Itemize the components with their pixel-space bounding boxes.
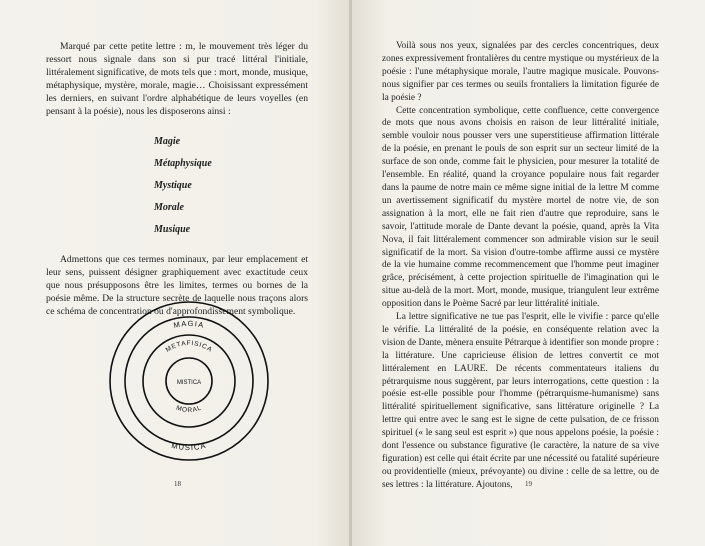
label-musica: MUSICA	[170, 440, 208, 453]
left-page	[0, 0, 350, 546]
list-item: Magie	[154, 135, 181, 147]
right-paragraph-3: La lettre significative ne tue pas l'esprit, elle le vivifie : parce qu'elle le vérifie. La littéralité de la poésie, en conséquente relation avec la vision de Dante, mènera ensuite Pétrarque à identifier son monde propre : la littérature. Une capricieuse élision de lettres convertit ce mot littéralement en LAURE. De récents commentateurs italiens du pétrarquisme nous suggèrent, par leurs interrogations, cette question : la poésie est-elle possible pour l'homme (pétrarquisme-humanisme) sans littéralité spirituellement significative, sans littérature originelle ? La lettre qui entre avec le sang est le signe de cette pulsation, de ce frisson spirituel (« le sang seul est esprit ») que nous appelons poésie, la poésie : dont l'essence ou substance figurative (le caractère, la nature de sa vive figuration) est celle qui était écrite par une nécessité ou fatalité supérieure ou providentielle (mieux, prévoyante) ou divine : celle de sa lettre, ou de ses lettres : la littérature. Ajoutons,	[382, 312, 659, 490]
label-moral: MORAL	[175, 404, 203, 415]
left-paragraph-1: Marqué par cette petite lettre : m, le mouvement très léger du ressort nous signale dans son si pur tracé littéral l'initiale, littéralement significative, de mots tels que : mort, monde, musique, métaphysique, mystère, morale, magie… Choisissant expressément les derniers, en suivant l'ordre alphabétique de leurs voyelles (en pensant à la poésie), nous les disposerons ainsi :	[46, 41, 308, 118]
label-metafisica: METAFISICA	[164, 339, 214, 354]
label-magia: MAGIA	[172, 318, 206, 330]
label-mistica: MISTICA	[176, 380, 202, 386]
page-number-left: 18	[174, 480, 181, 488]
list-item: Morale	[154, 201, 184, 213]
right-page	[352, 0, 705, 546]
left-paragraph-2: Admettons que ces termes nominaux, par leur emplacement et leur sens, puissent désigner graphiquement avec exactitude ceux que nous présupposons être les limites, termes ou bornes de la poésie même. De la structure secrète de laquelle nous traçons alors ce schéma de concentration ou d'approfondissement symbolique.	[46, 253, 308, 317]
left-page-text	[46, 40, 308, 318]
word-list	[154, 131, 308, 241]
right-paragraph-1: Voilà sous nos yeux, signalées par des cercles concentriques, deux zones expressivement frontalières du centre mystique ou mystérieux de la poésie : l'une métaphysique morale, l'autre magique musicale. Pouvons-nous signifier par ces termes ou seuils frontaliers la limitation figurée de la poésie ?	[382, 41, 659, 103]
right-paragraph-2: Cette concentration symbolique, cette confluence, cette convergence de mots que nous avons choisis en raison de leur littéralité initiale, semble vouloir nous pousser vers une superstitieuse affirmation littérale de la poésie, en prenant le pouls de son esprit sur un secteur limité de la surface de son onde, comme fait le physicien, pour mesurer la totalité de l'ensemble. En réalité, quand la croyance populaire nous fait regarder dans la paume de notre main ce même signe initial de la lettre M comme un avertissement significatif du mystère mortel de notre vie, de son assignation à la mort, elle ne fait rien d'autre que reproduire, sans le savoir, l'attitude morale de Dante devant la poésie, quand, après la Vita Nova, il fait littéralement commencer son admirable vision sur le seuil significatif de la mort. Sa vision d'outre-tombe affirme aussi ce mystère de la vie humaine comme recommencement que l'homme peut imaginer grâce, précisément, à cette projection spirituelle de l'imagination qui le situe au-delà de la mort. Mort, monde, musique, triangulent leur extrême opposition dans le Poème Sacré par leur littéralité initiale.	[382, 105, 659, 310]
list-item: Musique	[154, 223, 191, 235]
list-item: Métaphysique	[154, 157, 212, 169]
concentric-circles-diagram	[108, 300, 270, 462]
right-page-text	[382, 40, 659, 492]
page-number-right: 19	[525, 480, 532, 488]
list-item: Mystique	[154, 179, 192, 191]
